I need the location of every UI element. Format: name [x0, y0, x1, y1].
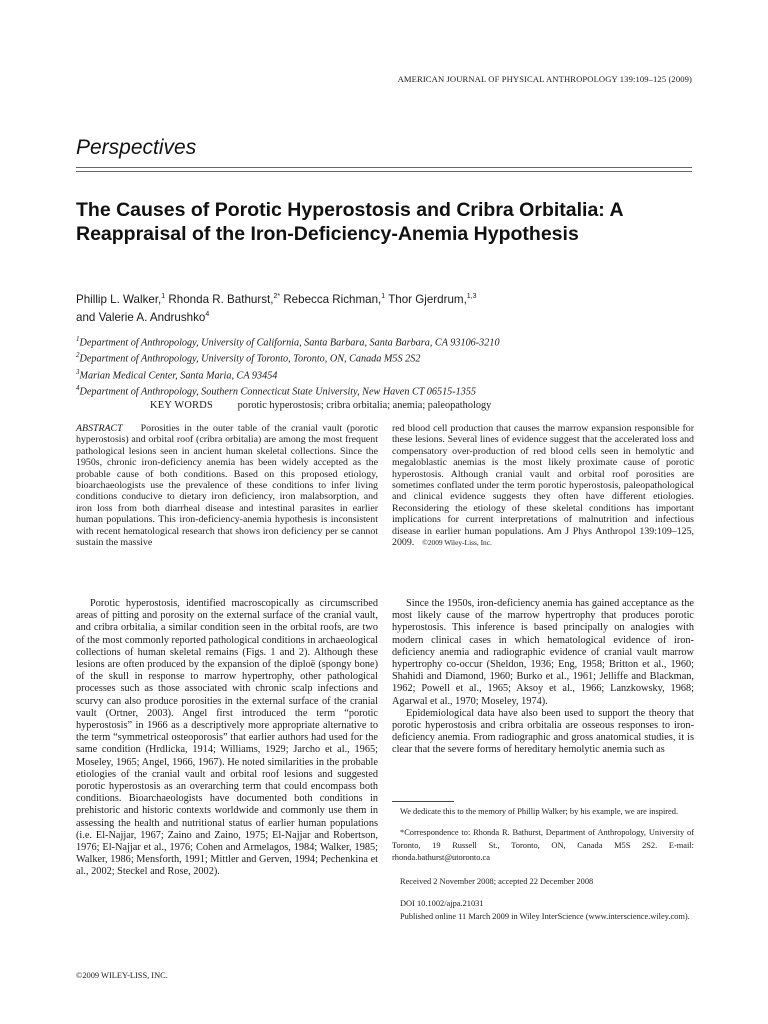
body-paragraph: Porotic hyperostosis, identified macroscopically as circumscribed areas of pitting and porosity on the external surface of the cranial vault, and cribra orbitalia, a similar condition seen in the orbital roofs, are two of the most commonly reported pathological conditions in archaeological collections of human skeletal remains (Figs. 1 and 2). Although these lesions are often produced by the expansion of the diploë (spongy bone) of the skull in response to marrow hypertrophy, other pathological processes such as those associated with chronic scalp infections and scurvy can also produce porosities in the external surface of the cranial vault (Ortner, 2003). Angel first introduced the term “porotic hyperostosis” in 1966 as a descriptively more appropriate alternative to the term “symmetrical osteoporosis” that earlier authors had used for the same condition (Hrdlicka, 1914; Williams, 1929; Jarcho et al., 1965; Moseley, 1965; Angel, 1966, 1967). He noted similarities in the probable etiologies of the cranial vault and orbital roof lesions and suggested porotic hyperostosis as an overarching term that could encompass both conditions. Bioarchaeologists have documented both conditions in prehistoric and historic contexts worldwide and commonly use them in assessing the health and nutritional status of earlier human populations (i.e. El-Najjar, 1967; Zaino and Zaino, 1975; El-Najjar and Robertson, 1976; El-Najjar et al., 1976; Cohen and Armelagos, 1984; Walker, 1985; Walker, 1986; Mensforth, 1991; Mittler and Gerven, 1994; Pechenkina et al., 2002; Steckel and Rose, 2002). — [76, 598, 378, 878]
section-rule-top — [76, 167, 692, 168]
abstract-copyright: ©2009 Wiley-Liss, Inc. — [422, 538, 492, 548]
affiliation: $^1$Department of Anthropology, University of California, Santa Barbara, Santa Barbara, CA 93106-3210 — [76, 335, 500, 349]
author: Thor Gjerdrum,$^{1,3}$ — [388, 292, 477, 306]
keywords-label: KEY WORDS — [150, 400, 214, 411]
abstract-column-left — [76, 423, 378, 548]
section-label: Perspectives — [76, 136, 197, 159]
author: Rebecca Richman,$^1$ — [283, 292, 386, 306]
article-title: The Causes of Porotic Hyperostosis and Cribra Orbitalia: A Reappraisal of the Iron-Deficiency-Anemia Hypothesis — [76, 199, 623, 245]
footnote-rule — [392, 801, 454, 802]
affiliation: $^3$Marian Medical Center, Santa Maria, CA 93454 — [76, 367, 278, 382]
footnote-correspondence: *Correspondence to: Rhonda R. Bathurst, Department of Anthropology, University of Toronto, 19 Russell St., Toronto, ON, Canada M5S 2S2. E-mail: rhonda.bathurst@utoronto.ca — [392, 828, 694, 862]
affiliation: $^2$Department of Anthropology, University of Toronto, Toronto, ON, Canada M5S 2S2 — [76, 351, 421, 365]
author-list — [76, 289, 696, 325]
footer-copyright: ©2009 WILEY-LISS, INC. — [76, 971, 168, 980]
body-column-left — [76, 598, 378, 879]
footnote-published: Published online 11 March 2009 in Wiley InterScience (www.interscience.wiley.com). — [400, 911, 690, 921]
footnote-doi: DOI 10.1002/ajpa.21031 — [400, 899, 484, 909]
abstract-text-left: Porosities in the outer table of the cranial vault (porotic hyperostosis) and orbital roof (cribra orbitalia) are among the most frequent pathological lesions seen in ancient human skeletal collections. Since the 1950s, chronic iron-deficiency anemia has been widely accepted as the probable cause of both conditions. Based on this proposed etiology, bioarchaeologists use the prevalence of these conditions to infer living conditions conducive to dietary iron deficiency, iron malabsorption, and iron loss from both diarrheal disease and intestinal parasites in earlier human populations. This iron-deficiency-anemia hypothesis is inconsistent with recent hematological research that shows iron deficiency per se cannot sustain the massive — [76, 423, 378, 549]
footnotes — [392, 806, 694, 923]
keywords-line — [150, 400, 491, 411]
running-head: AMERICAN JOURNAL OF PHYSICAL ANTHROPOLOGY 139:109–125 (2009) — [397, 74, 692, 84]
author: and Valerie A. Andrushko$^4$ — [76, 310, 210, 324]
footnote-received: Received 2 November 2008; accepted 22 December 2008 — [400, 877, 594, 887]
section-rule-bottom — [76, 171, 692, 172]
abstract-column-right — [392, 423, 694, 548]
body-column-right — [392, 598, 694, 757]
abstract-text-right: red blood cell production that causes the marrow expansion responsible for these lesions. Several lines of evidence suggest that the accelerated loss and compensatory over-production of red blood cells seen in hemolytic and megaloblastic anemias is the most likely proximate cause of porotic hyperostosis. Although cranial vault and orbital roof porosities are sometimes conflated under the term porotic hyperostosis, paleopathological and clinical evidence suggests they often have different etiologies. Reconsidering the etiology of these skeletal conditions has important implications for current interpretations of malnutrition and infectious disease in earlier human populations. Am J Phys Anthropol 139:109–125, 2009. — [392, 423, 694, 549]
body-paragraph: Since the 1950s, iron-deficiency anemia has gained acceptance as the most likely cause of the marrow hypertrophy that produces porotic hyperostosis. This inference is based principally on analogies with modern clinical cases in which hematological evidence of iron-deficiency anemia and radiographic evidence of cranial vault marrow hypertrophy co-occur (Sheldon, 1936; Eng, 1958; Britton et al., 1960; Shahidi and Diamond, 1960; Burko et al., 1961; Jelliffe and Blackman, 1962; Powell et al., 1965; Aksoy et al., 1966; Lanzkowsky, 1968; Agarwal et al., 1970; Moseley, 1974). — [392, 598, 694, 707]
affiliation: $^4$Department of Anthropology, Southern Connecticut State University, New Haven CT 06515-1355 — [76, 384, 477, 398]
author: Rhonda R. Bathurst,$^{2*}$ — [168, 292, 281, 306]
affiliation-list — [76, 333, 696, 399]
body-paragraph: Epidemiological data have also been used to support the theory that porotic hyperostosis and cribra orbitalia are osseous responses to iron-deficiency anemia. From radiographic and gross anatomical studies, it is clear that the severe forms of hereditary hemolytic anemia such as — [392, 707, 694, 756]
footnote-dedication: We dedicate this to the memory of Phillip Walker; by his example, we are inspired. — [400, 807, 679, 816]
keywords-text: porotic hyperostosis; cribra orbitalia; anemia; paleopathology — [237, 400, 492, 411]
author: Phillip L. Walker,$^1$ — [76, 292, 166, 306]
abstract-label: ABSTRACT — [76, 423, 123, 434]
